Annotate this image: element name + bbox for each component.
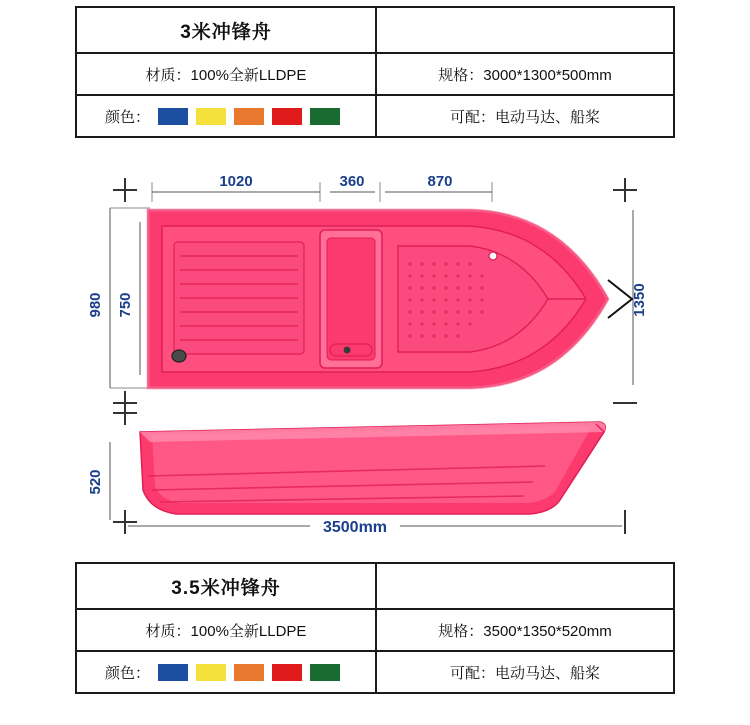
product-title-cell: [77, 564, 377, 608]
color-swatch-group: [158, 108, 340, 125]
dim-left-980: 980: [87, 292, 104, 318]
spec-cell: 规格：3000*1300*500mm: [438, 66, 612, 84]
dim-overall-3500mm: 3500mm: [322, 519, 388, 536]
table-row: [77, 610, 673, 652]
color-label: 颜色：: [105, 664, 151, 682]
title-empty-cell: [377, 564, 673, 608]
color-swatch-green: [310, 108, 340, 125]
color-swatch-orange: [234, 664, 264, 681]
color-cell: [77, 96, 377, 136]
color-swatch-red: [272, 108, 302, 125]
dim-top-360: 360: [339, 173, 365, 190]
side-height-dimension: [87, 442, 110, 520]
spec-table-top: [75, 6, 675, 138]
accessories-cell: 可配：电动马达、船桨: [449, 108, 600, 126]
page-title: 3米冲锋舟: [180, 21, 272, 43]
color-swatch-green: [310, 664, 340, 681]
table-row: [77, 96, 673, 136]
page-title: 3.5米冲锋舟: [171, 577, 281, 599]
color-swatch-orange: [234, 108, 264, 125]
rear-floor-ribs: [174, 242, 304, 354]
top-dimension-chain: [152, 173, 492, 202]
dim-side-520: 520: [87, 469, 104, 495]
table-row: [77, 652, 673, 692]
table-row: [77, 54, 673, 96]
table-row: [77, 564, 673, 610]
accessories-cell: 可配：电动马达、船桨: [449, 664, 600, 682]
center-bench: [320, 230, 382, 368]
boat-side-view: [140, 422, 605, 514]
color-swatch-blue: [158, 664, 188, 681]
bow-eye-icon: [489, 252, 497, 260]
dim-top-1020: 1020: [219, 173, 253, 190]
color-swatch-yellow: [196, 108, 226, 125]
spec-cell: 规格：3500*1350*520mm: [438, 622, 612, 640]
spec-table-bottom: [75, 562, 675, 694]
color-label: 颜色：: [105, 108, 151, 126]
left-dimension-lines: [87, 208, 150, 388]
product-title-cell: [77, 8, 377, 52]
material-cell: 材质：100%全新LLDPE: [77, 610, 377, 650]
color-swatch-group: [158, 664, 340, 681]
overall-length-dimension: [128, 519, 622, 536]
title-empty-cell: [377, 8, 673, 52]
material-cell: 材质：100%全新LLDPE: [77, 54, 377, 94]
color-swatch-red: [272, 664, 302, 681]
drain-plug-icon: [172, 350, 186, 362]
color-swatch-yellow: [196, 664, 226, 681]
right-dimension-line: [608, 210, 648, 385]
boat-top-view: [148, 210, 608, 388]
color-cell: [77, 652, 377, 692]
boat-technical-drawing: [0, 160, 750, 560]
dim-right-1350: 1350: [631, 283, 648, 317]
dim-top-870: 870: [427, 173, 453, 190]
table-row: [77, 8, 673, 54]
color-swatch-blue: [158, 108, 188, 125]
deck-fitting-icon: [344, 347, 351, 354]
dim-left-750: 750: [117, 292, 134, 318]
